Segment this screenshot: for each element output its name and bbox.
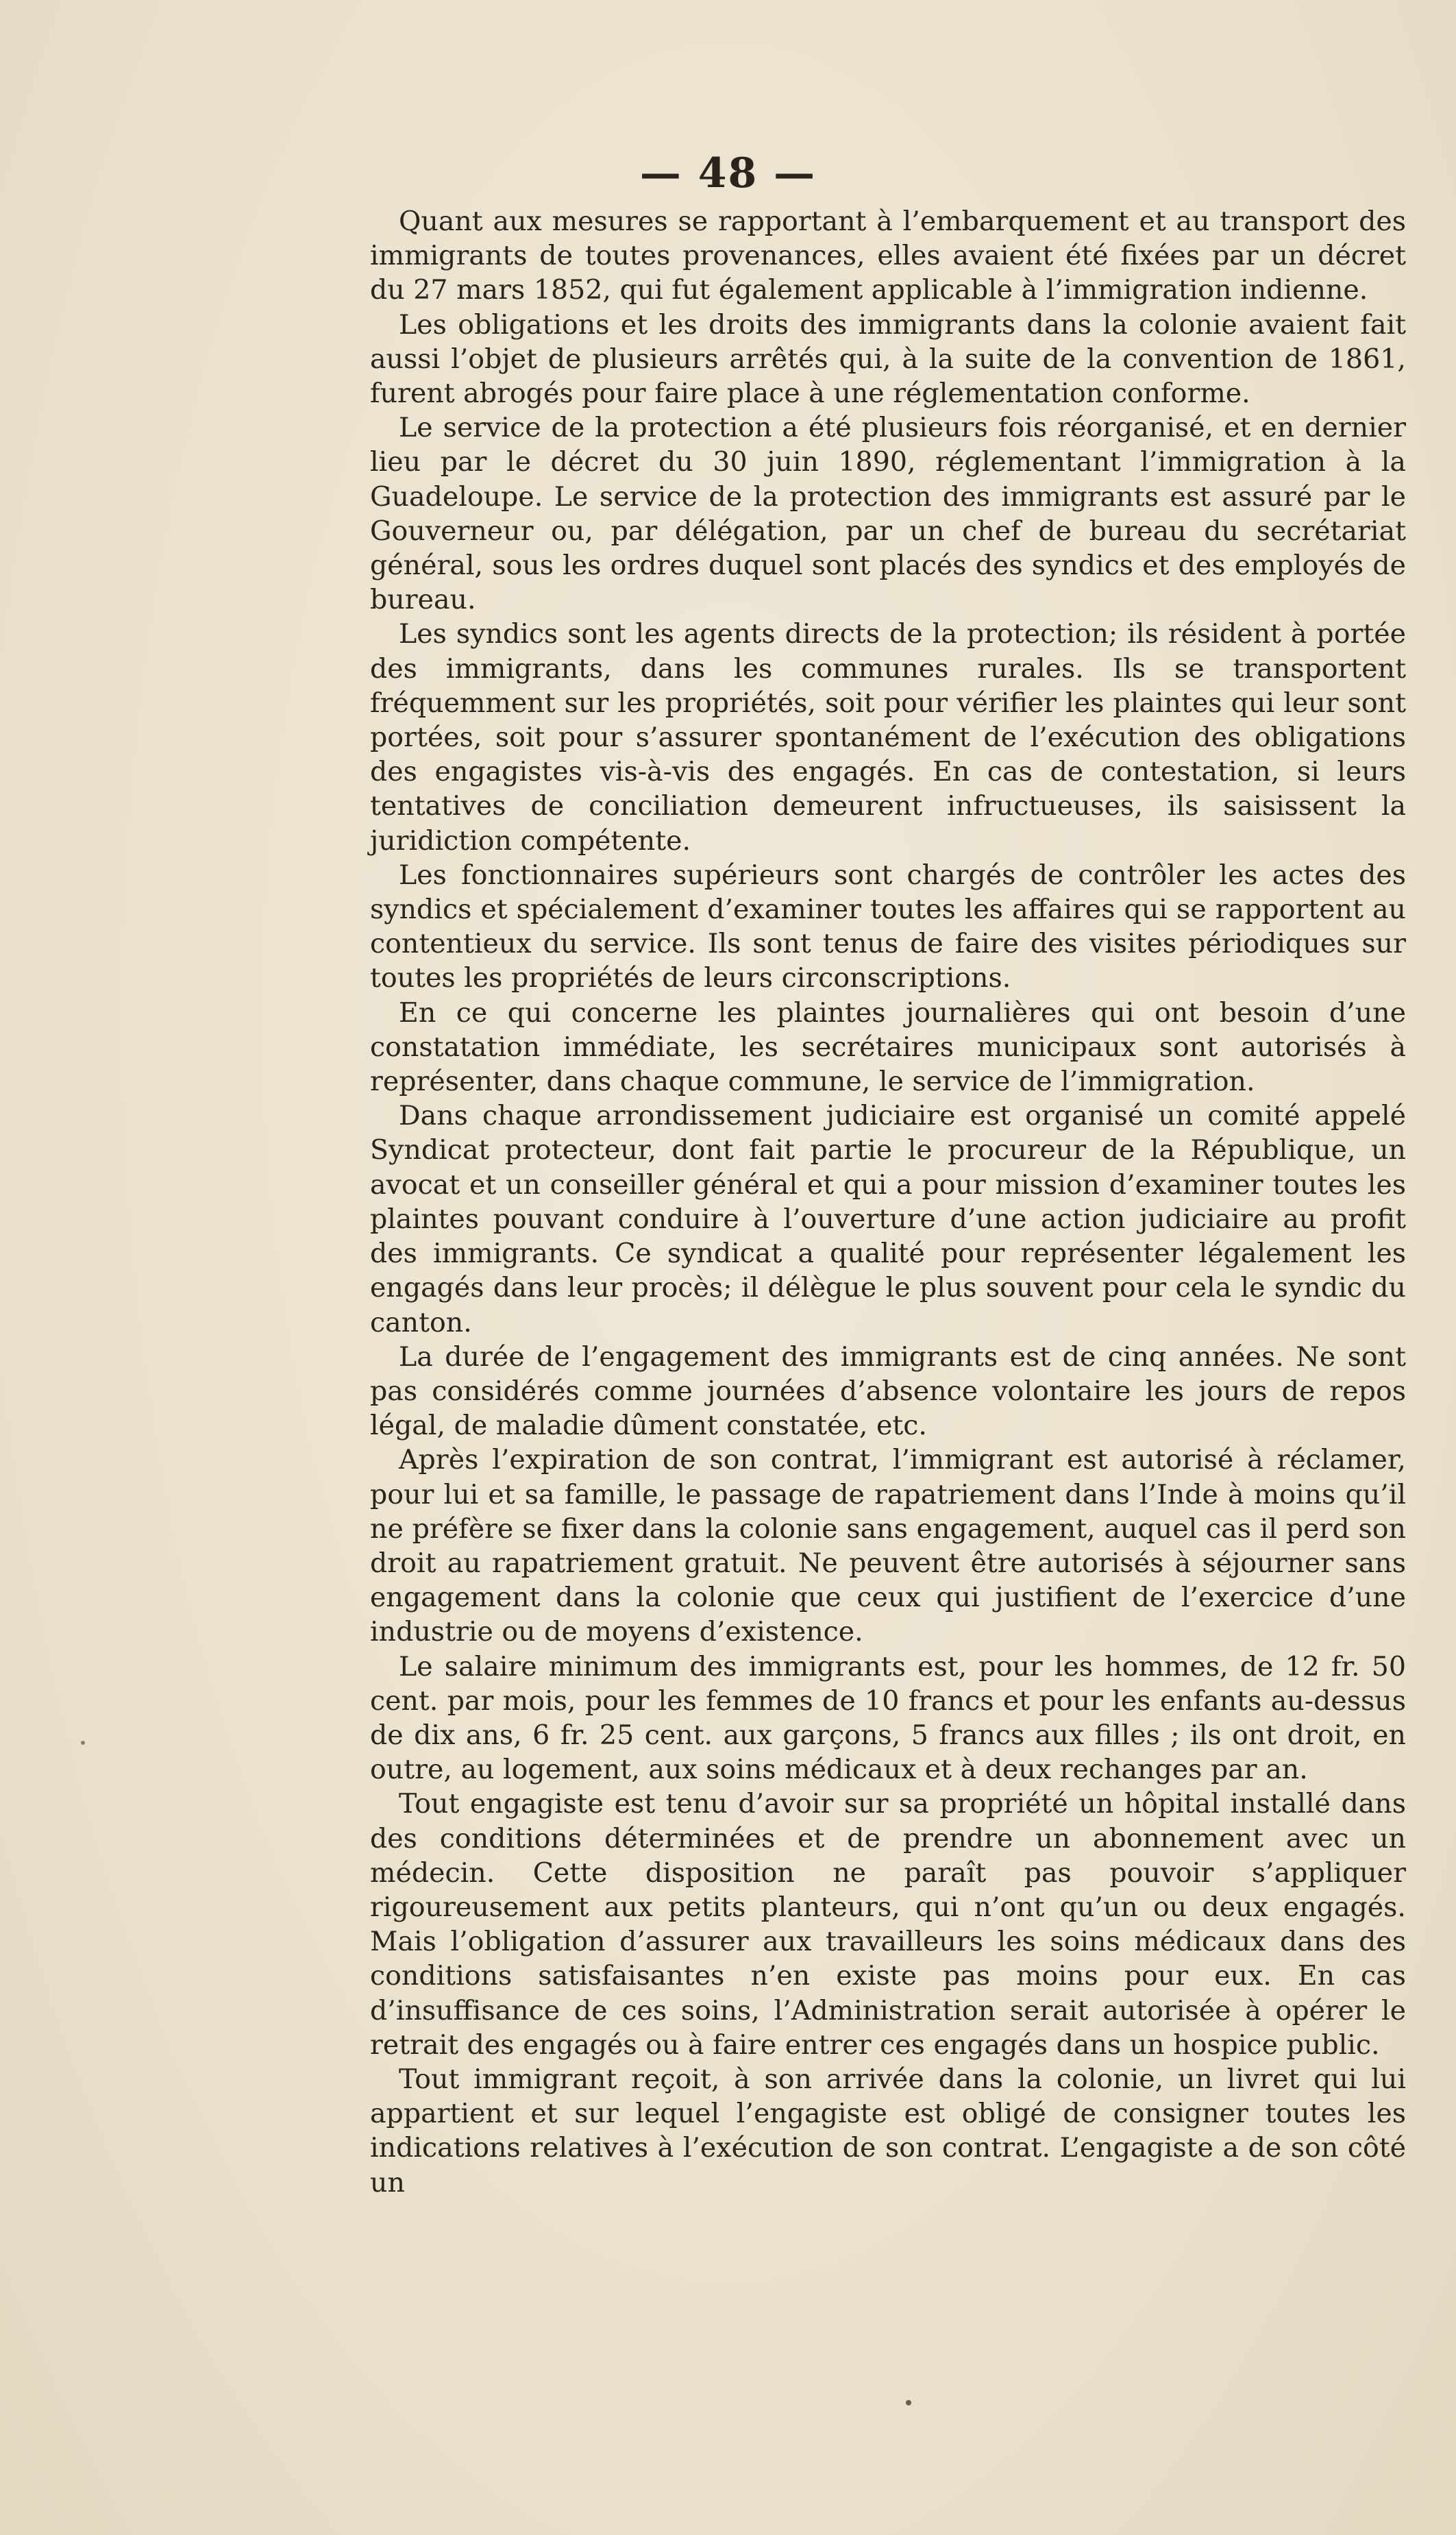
paragraph-livret: Tout immigrant reçoit, à son arrivée dans la colonie, un livret qui lui appartient et sur lequel l’engagiste est obligé de consigner toutes les indications relatives à l’exécution de son contrat. L’engagiste a de son côté un	[370, 2063, 1406, 2199]
paragraph-rapatriement: Après l’expiration de son contrat, l’immigrant est autorisé à réclamer, pour lui et sa famille, le passage de rapatriement dans l’Inde à moins qu’il ne préfère se fixer dans la colonie sans engagement, auquel cas il perd son droit au rapatriement gratuit. Ne peuvent être autorisés à séjourner sans engagement dans la colonie que ceux qui justifient de l’exercice d’une industrie ou de moyens d’existence.	[370, 1444, 1406, 1648]
body-text	[370, 204, 1406, 2200]
paragraph-salaire: Le salaire minimum des immigrants est, pour les hommes, de 12 fr. 50 cent. par mois, pour les femmes de 10 francs et pour les enfants au-dessus de dix ans, 6 fr. 25 cent. aux garçons, 5 francs aux filles ; ils ont droit, en outre, au logement, aux soins médicaux et à deux rechanges par an.	[370, 1650, 1406, 1786]
ink-speck	[81, 1741, 85, 1745]
paragraph-fonctionnaires: Les fonctionnaires supérieurs sont chargés de contrôler les actes des syndics et spécialement d’examiner toutes les affaires qui se rapportent au contentieux du service. Ils sont tenus de faire des visites périodiques sur toutes les propriétés de leurs circonscriptions.	[370, 859, 1406, 994]
paragraph-syndicat-protecteur: Dans chaque arrondissement judiciaire est organisé un comité appelé Syndicat protecteur, dont fait partie le procureur de la République, un avocat et un conseiller général et qui a pour mission d’examiner toutes les plaintes pouvant conduire à l’ouverture d’une action judiciaire au profit des immigrants. Ce syndicat a qualité pour représenter légalement les engagés dans leur procès; il délègue le plus souvent pour cela le syndic du canton.	[370, 1100, 1406, 1338]
paragraph-duree-engagement: La durée de l’engagement des immigrants est de cinq années. Ne sont pas considérés comme journées d’absence volontaire les jours de repos légal, de maladie dûment constatée, etc.	[370, 1340, 1406, 1442]
ink-speck	[906, 2400, 911, 2405]
paragraph-plaintes: En ce qui concerne les plaintes journalières qui ont besoin d’une constatation immédiate, les secrétaires municipaux sont autorisés à représenter, dans chaque commune, le service de l’immigration.	[370, 996, 1406, 1098]
page-number: — 48 —	[639, 149, 817, 197]
paragraph-service-protection: Le service de la protection a été plusieurs fois réorganisé, et en dernier lieu par le décret du 30 juin 1890, réglementant l’immigration à la Guadeloupe. Le service de la protection des immigrants est assuré par le Gouverneur ou, par délégation, par un chef de bureau du secrétariat général, sous les ordres duquel sont placés des syndics et des employés de bureau.	[370, 412, 1406, 616]
paragraph-syndics: Les syndics sont les agents directs de la protection; ils résident à portée des immigrants, dans les communes rurales. Ils se transportent fréquemment sur les propriétés, soit pour vérifier les plaintes qui leur sont portées, soit pour s’assurer spontanément de l’exécution des obligations des engagistes vis-à-vis des engagés. En cas de contestation, si leurs tentatives de conciliation demeurent infructueuses, ils saisissent la juridiction compétente.	[370, 618, 1406, 857]
paragraph-obligations: Les obligations et les droits des immigrants dans la colonie avaient fait aussi l’objet de plusieurs arrêtés qui, à la suite de la convention de 1861, furent abrogés pour faire place à une réglementation conforme.	[370, 308, 1406, 410]
paragraph-hopital: Tout engagiste est tenu d’avoir sur sa propriété un hôpital installé dans des conditions déterminées et de prendre un abonnement avec un médecin. Cette disposition ne paraît pas pouvoir s’appliquer rigoureusement aux petits planteurs, qui n’ont qu’un ou deux engagés. Mais l’obligation d’assurer aux travailleurs les soins médicaux dans des conditions satisfaisantes n’en existe pas moins pour eux. En cas d’insuffisance de ces soins, l’Administration serait autorisée à opérer le retrait des engagés ou à faire entrer ces engagés dans un hospice public.	[370, 1788, 1406, 2061]
paragraph-embarquement: Quant aux mesures se rapportant à l’embarquement et au transport des immigrants de toutes provenances, elles avaient été fixées par un décret du 27 mars 1852, qui fut également applicable à l’immigration indienne.	[370, 206, 1406, 306]
